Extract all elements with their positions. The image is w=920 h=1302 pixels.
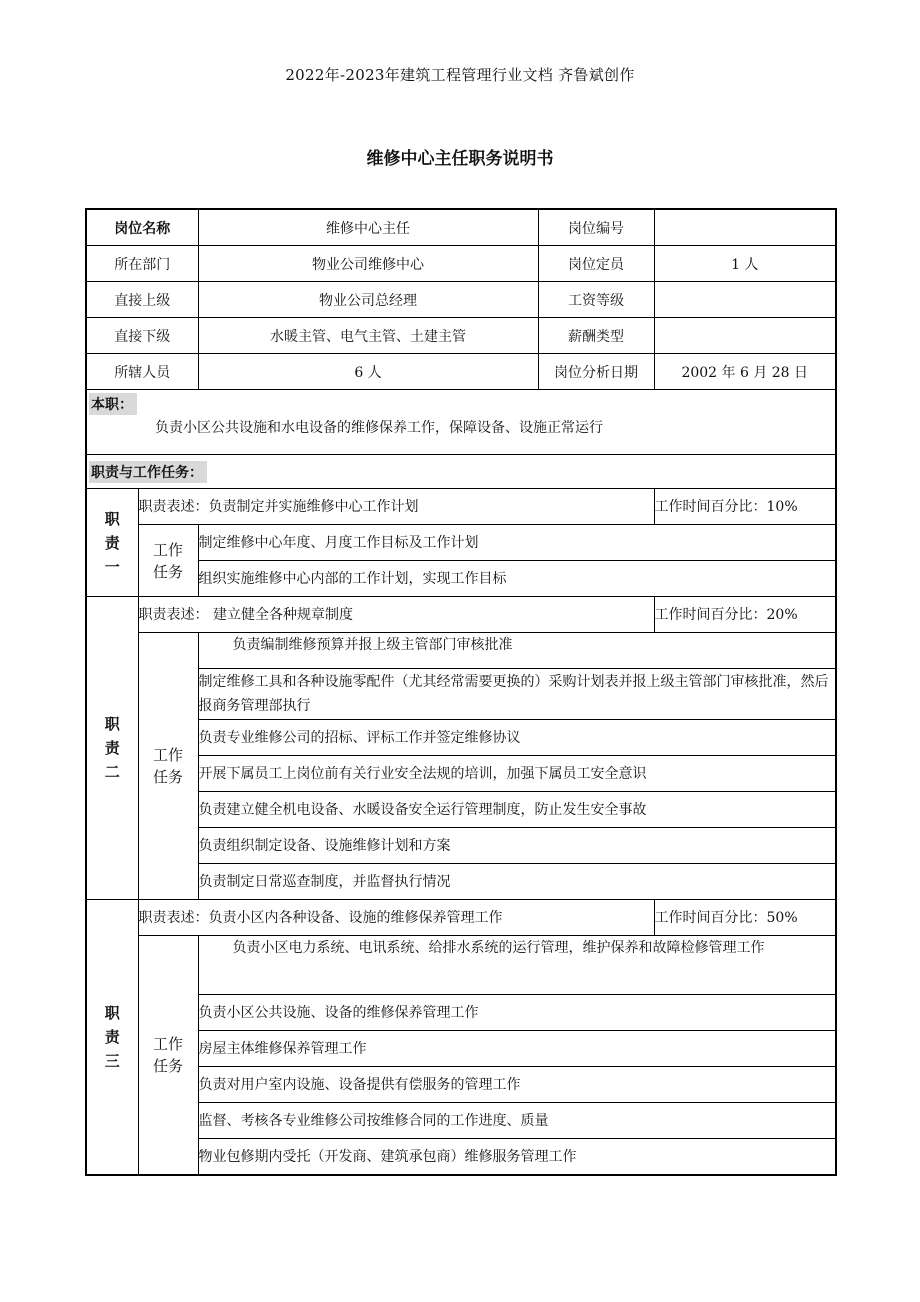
duty-3-task-row — [86, 936, 836, 995]
duty-2-task-3: 负责专业维修公司的招标、评标工作并签定维修协议 — [198, 720, 836, 756]
document-title: 维修中心主任职务说明书 — [366, 149, 554, 169]
duty-1-task-1: 制定维修中心年度、月度工作目标及工作计划 — [198, 525, 836, 561]
post-name-value: 维修中心主任 — [198, 209, 538, 246]
pay-type-label: 薪酬类型 — [538, 318, 654, 354]
duty-2-task-row — [86, 864, 836, 900]
duty-2-task-2: 制定维修工具和各种设施零配件（尤其经常需要更换的）采购计划表并报上级主管部门审核批准，然后报商务管理部执行 — [198, 669, 836, 720]
duties-label: 职责与工作任务： — [89, 461, 207, 483]
duty-1-task-label: 工作 任务 — [138, 525, 198, 597]
summary-row — [86, 390, 836, 455]
info-row-subordinate — [86, 318, 836, 354]
duty-2-percent: 工作时间百分比：20% — [654, 597, 836, 633]
duty-2-task-row — [86, 828, 836, 864]
dept-label: 所在部门 — [86, 246, 198, 282]
document-header: 2022年-2023年建筑工程管理行业文档 齐鲁斌创作 — [285, 66, 635, 84]
post-no-label: 岗位编号 — [538, 209, 654, 246]
duty-2-task-row — [86, 633, 836, 669]
date-label: 岗位分析日期 — [538, 354, 654, 390]
duty-1-task-row — [86, 561, 836, 597]
date-value: 2002 年 6 月 28 日 — [654, 354, 836, 390]
duty-3-task-1: 负责小区电力系统、电讯系统、给排水系统的运行管理，维护保养和故障检修管理工作 — [198, 936, 836, 995]
superior-label: 直接上级 — [86, 282, 198, 318]
summary-text: 负责小区公共设施和水电设备的维修保养工作，保障设备、设施正常运行 — [155, 420, 603, 436]
pay-type-value — [654, 318, 836, 354]
duties-heading-row — [86, 455, 836, 489]
summary-label: 本职： — [89, 393, 137, 415]
duty-3-task-row — [86, 1031, 836, 1067]
post-no-value — [654, 209, 836, 246]
staff-label: 所辖人员 — [86, 354, 198, 390]
duty-2-task-row — [86, 720, 836, 756]
dept-value: 物业公司维修中心 — [198, 246, 538, 282]
duty-3-task-row — [86, 1103, 836, 1139]
duty-2-label: 职 责 二 — [86, 597, 138, 900]
duty-2-task-7: 负责制定日常巡查制度，并监督执行情况 — [198, 864, 836, 900]
info-row-superior — [86, 282, 836, 318]
info-row-staff — [86, 354, 836, 390]
info-row-post-name — [86, 209, 836, 246]
duty-3-task-row — [86, 1067, 836, 1103]
superior-value: 物业公司总经理 — [198, 282, 538, 318]
duty-2-task-6: 负责组织制定设备、设施维修计划和方案 — [198, 828, 836, 864]
duty-1-task-row — [86, 525, 836, 561]
duty-3-task-3: 房屋主体维修保养管理工作 — [198, 1031, 836, 1067]
duty-3-task-6: 物业包修期内受托（开发商、建筑承包商）维修服务管理工作 — [198, 1139, 836, 1176]
subordinate-value: 水暖主管、电气主管、土建主管 — [198, 318, 538, 354]
staff-value: 6 人 — [198, 354, 538, 390]
duty-2-task-5: 负责建立健全机电设备、水暖设备安全运行管理制度，防止发生安全事故 — [198, 792, 836, 828]
subordinate-label: 直接下级 — [86, 318, 198, 354]
duty-3-task-5: 监督、考核各专业维修公司按维修合同的工作进度、质量 — [198, 1103, 836, 1139]
duty-3-task-2: 负责小区公共设施、设备的维修保养管理工作 — [198, 995, 836, 1031]
duty-1-percent: 工作时间百分比：10% — [654, 489, 836, 525]
duty-3-task-label: 工作 任务 — [138, 936, 198, 1176]
duty-3-task-4: 负责对用户室内设施、设备提供有偿服务的管理工作 — [198, 1067, 836, 1103]
duty-2-task-label: 工作 任务 — [138, 633, 198, 900]
duty-1-statement: 职责表述：负责制定并实施维修中心工作计划 — [138, 489, 654, 525]
duty-2-statement-row — [86, 597, 836, 633]
duty-2-task-4: 开展下属员工上岗位前有关行业安全法规的培训，加强下属员工安全意识 — [198, 756, 836, 792]
info-row-dept — [86, 246, 836, 282]
job-description-table — [85, 208, 837, 1176]
duty-3-statement: 职责表述：负责小区内各种设备、设施的维修保养管理工作 — [138, 900, 654, 936]
duty-3-percent: 工作时间百分比：50% — [654, 900, 836, 936]
grade-value — [654, 282, 836, 318]
grade-label: 工资等级 — [538, 282, 654, 318]
duty-2-task-1: 负责编制维修预算并报上级主管部门审核批准 — [198, 633, 836, 669]
quota-label: 岗位定员 — [538, 246, 654, 282]
post-name-label: 岗位名称 — [86, 209, 198, 246]
duty-3-task-row — [86, 995, 836, 1031]
quota-value: 1 人 — [654, 246, 836, 282]
duty-3-statement-row — [86, 900, 836, 936]
duty-3-task-row — [86, 1139, 836, 1176]
duty-1-task-2: 组织实施维修中心内部的工作计划，实现工作目标 — [198, 561, 836, 597]
duty-2-task-row — [86, 792, 836, 828]
duty-1-statement-row — [86, 489, 836, 525]
duty-2-task-row — [86, 669, 836, 720]
duty-2-task-row — [86, 756, 836, 792]
duty-2-statement: 职责表述： 建立健全各种规章制度 — [138, 597, 654, 633]
duty-3-label: 职 责 三 — [86, 900, 138, 1176]
duty-1-label: 职 责 一 — [86, 489, 138, 597]
